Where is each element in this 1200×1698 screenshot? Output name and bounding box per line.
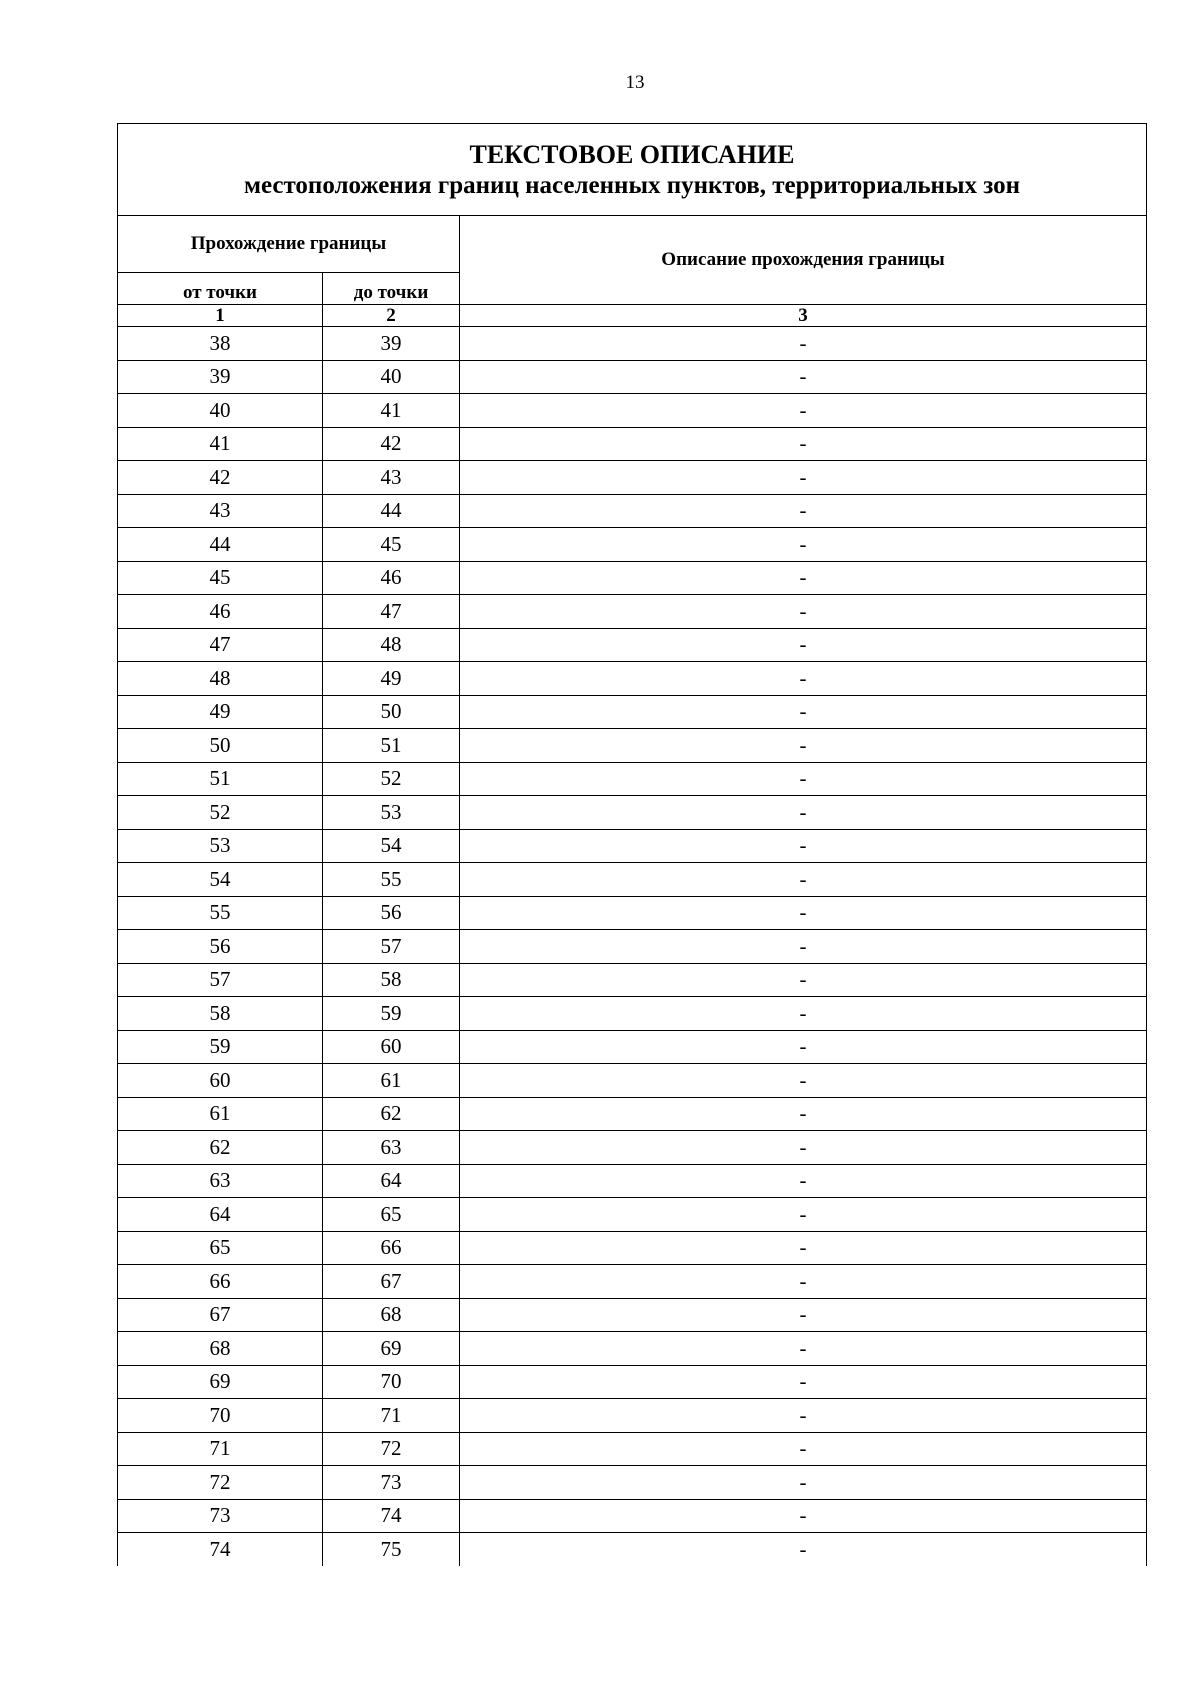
to-point-cell: 71: [323, 1399, 460, 1433]
to-point-cell: 48: [323, 628, 460, 662]
description-cell: -: [460, 494, 1147, 528]
table-row: [118, 628, 1147, 662]
table-row: [118, 930, 1147, 964]
column-number-row: [118, 305, 1147, 327]
table-title: [118, 124, 1147, 216]
description-cell: -: [460, 360, 1147, 394]
description-cell: -: [460, 796, 1147, 830]
header-boundary-passing: Прохождение границы: [118, 216, 460, 273]
to-point-cell: 44: [323, 494, 460, 528]
from-point-cell: 39: [118, 360, 323, 394]
from-point-cell: 66: [118, 1265, 323, 1299]
to-point-cell: 59: [323, 997, 460, 1031]
header-from-point: от точки: [118, 273, 323, 305]
description-cell: -: [460, 561, 1147, 595]
table-row: [118, 427, 1147, 461]
description-cell: -: [460, 729, 1147, 763]
to-point-cell: 47: [323, 595, 460, 629]
table-row: [118, 1030, 1147, 1064]
to-point-cell: 67: [323, 1265, 460, 1299]
from-point-cell: 51: [118, 762, 323, 796]
from-point-cell: 64: [118, 1198, 323, 1232]
description-cell: -: [460, 1432, 1147, 1466]
description-cell: -: [460, 1332, 1147, 1366]
description-cell: -: [460, 595, 1147, 629]
from-point-cell: 69: [118, 1365, 323, 1399]
description-cell: -: [460, 930, 1147, 964]
table-row: [118, 1198, 1147, 1232]
from-point-cell: 73: [118, 1499, 323, 1533]
to-point-cell: 75: [323, 1533, 460, 1566]
to-point-cell: 62: [323, 1097, 460, 1131]
table-row: [118, 896, 1147, 930]
description-cell: -: [460, 528, 1147, 562]
table-row: [118, 829, 1147, 863]
description-cell: -: [460, 863, 1147, 897]
description-cell: -: [460, 1533, 1147, 1566]
from-point-cell: 57: [118, 963, 323, 997]
from-point-cell: 55: [118, 896, 323, 930]
from-point-cell: 56: [118, 930, 323, 964]
table-row: [118, 729, 1147, 763]
table-row: [118, 963, 1147, 997]
to-point-cell: 58: [323, 963, 460, 997]
to-point-cell: 63: [323, 1131, 460, 1165]
description-cell: -: [460, 1064, 1147, 1098]
table-row: [118, 762, 1147, 796]
to-point-cell: 40: [323, 360, 460, 394]
column-number-2: 2: [323, 305, 460, 327]
table-row: [118, 695, 1147, 729]
to-point-cell: 73: [323, 1466, 460, 1500]
from-point-cell: 67: [118, 1298, 323, 1332]
table-row: [118, 1265, 1147, 1299]
to-point-cell: 61: [323, 1064, 460, 1098]
from-point-cell: 47: [118, 628, 323, 662]
table-row: [118, 1131, 1147, 1165]
description-cell: -: [460, 963, 1147, 997]
from-point-cell: 50: [118, 729, 323, 763]
from-point-cell: 54: [118, 863, 323, 897]
header-description: Описание прохождения границы: [460, 216, 1147, 305]
table-row: [118, 997, 1147, 1031]
from-point-cell: 61: [118, 1097, 323, 1131]
table-row: [118, 1298, 1147, 1332]
to-point-cell: 46: [323, 561, 460, 595]
from-point-cell: 65: [118, 1231, 323, 1265]
description-cell: -: [460, 1164, 1147, 1198]
from-point-cell: 52: [118, 796, 323, 830]
description-cell: -: [460, 1097, 1147, 1131]
from-point-cell: 71: [118, 1432, 323, 1466]
description-cell: -: [460, 1198, 1147, 1232]
to-point-cell: 74: [323, 1499, 460, 1533]
title-row: [118, 124, 1147, 216]
to-point-cell: 66: [323, 1231, 460, 1265]
from-point-cell: 53: [118, 829, 323, 863]
description-cell: -: [460, 1399, 1147, 1433]
to-point-cell: 43: [323, 461, 460, 495]
from-point-cell: 38: [118, 327, 323, 361]
table-row: [118, 394, 1147, 428]
table-row: [118, 461, 1147, 495]
column-number-1: 1: [118, 305, 323, 327]
from-point-cell: 46: [118, 595, 323, 629]
from-point-cell: 40: [118, 394, 323, 428]
description-cell: -: [460, 427, 1147, 461]
from-point-cell: 48: [118, 662, 323, 696]
from-point-cell: 43: [118, 494, 323, 528]
from-point-cell: 59: [118, 1030, 323, 1064]
column-number-3: 3: [460, 305, 1147, 327]
from-point-cell: 70: [118, 1399, 323, 1433]
table-row: [118, 360, 1147, 394]
to-point-cell: 41: [323, 394, 460, 428]
description-cell: -: [460, 1231, 1147, 1265]
to-point-cell: 72: [323, 1432, 460, 1466]
table-row: [118, 494, 1147, 528]
table-row: [118, 796, 1147, 830]
table-row: [118, 528, 1147, 562]
from-point-cell: 58: [118, 997, 323, 1031]
description-cell: -: [460, 829, 1147, 863]
description-cell: -: [460, 762, 1147, 796]
table-row: [118, 327, 1147, 361]
to-point-cell: 39: [323, 327, 460, 361]
description-cell: -: [460, 1265, 1147, 1299]
table-row: [118, 595, 1147, 629]
table-row: [118, 1231, 1147, 1265]
description-cell: -: [460, 1365, 1147, 1399]
description-cell: -: [460, 461, 1147, 495]
to-point-cell: 69: [323, 1332, 460, 1366]
to-point-cell: 56: [323, 896, 460, 930]
description-cell: -: [460, 394, 1147, 428]
description-cell: -: [460, 1499, 1147, 1533]
description-cell: -: [460, 628, 1147, 662]
description-cell: -: [460, 1298, 1147, 1332]
from-point-cell: 60: [118, 1064, 323, 1098]
table-row: [118, 1432, 1147, 1466]
table-row: [118, 1097, 1147, 1131]
table-row: [118, 662, 1147, 696]
table-row: [118, 1332, 1147, 1366]
description-cell: -: [460, 662, 1147, 696]
table-row: [118, 1164, 1147, 1198]
from-point-cell: 44: [118, 528, 323, 562]
description-cell: -: [460, 1030, 1147, 1064]
to-point-cell: 55: [323, 863, 460, 897]
table-row: [118, 1365, 1147, 1399]
description-cell: -: [460, 896, 1147, 930]
page-number: 13: [625, 72, 645, 93]
to-point-cell: 49: [323, 662, 460, 696]
table-row: [118, 1064, 1147, 1098]
to-point-cell: 60: [323, 1030, 460, 1064]
from-point-cell: 49: [118, 695, 323, 729]
description-cell: -: [460, 997, 1147, 1031]
header-to-point: до точки: [323, 273, 460, 305]
to-point-cell: 64: [323, 1164, 460, 1198]
from-point-cell: 63: [118, 1164, 323, 1198]
to-point-cell: 52: [323, 762, 460, 796]
from-point-cell: 45: [118, 561, 323, 595]
table-row: [118, 1533, 1147, 1566]
to-point-cell: 54: [323, 829, 460, 863]
description-cell: -: [460, 1466, 1147, 1500]
description-cell: -: [460, 327, 1147, 361]
to-point-cell: 70: [323, 1365, 460, 1399]
table-row: [118, 863, 1147, 897]
title-main: ТЕКСТОВОЕ ОПИСАНИЕ: [469, 139, 795, 169]
from-point-cell: 74: [118, 1533, 323, 1566]
from-point-cell: 42: [118, 461, 323, 495]
boundary-description-table: [117, 123, 1147, 1566]
to-point-cell: 68: [323, 1298, 460, 1332]
to-point-cell: 65: [323, 1198, 460, 1232]
header-row-1: [118, 216, 1147, 273]
description-cell: -: [460, 695, 1147, 729]
to-point-cell: 50: [323, 695, 460, 729]
from-point-cell: 68: [118, 1332, 323, 1366]
title-subtitle: местоположения границ населенных пунктов, территориальных зон: [243, 171, 1021, 199]
from-point-cell: 72: [118, 1466, 323, 1500]
table-row: [118, 561, 1147, 595]
to-point-cell: 53: [323, 796, 460, 830]
to-point-cell: 45: [323, 528, 460, 562]
table-row: [118, 1466, 1147, 1500]
table-row: [118, 1499, 1147, 1533]
from-point-cell: 62: [118, 1131, 323, 1165]
to-point-cell: 57: [323, 930, 460, 964]
to-point-cell: 42: [323, 427, 460, 461]
table-row: [118, 1399, 1147, 1433]
to-point-cell: 51: [323, 729, 460, 763]
description-cell: -: [460, 1131, 1147, 1165]
from-point-cell: 41: [118, 427, 323, 461]
